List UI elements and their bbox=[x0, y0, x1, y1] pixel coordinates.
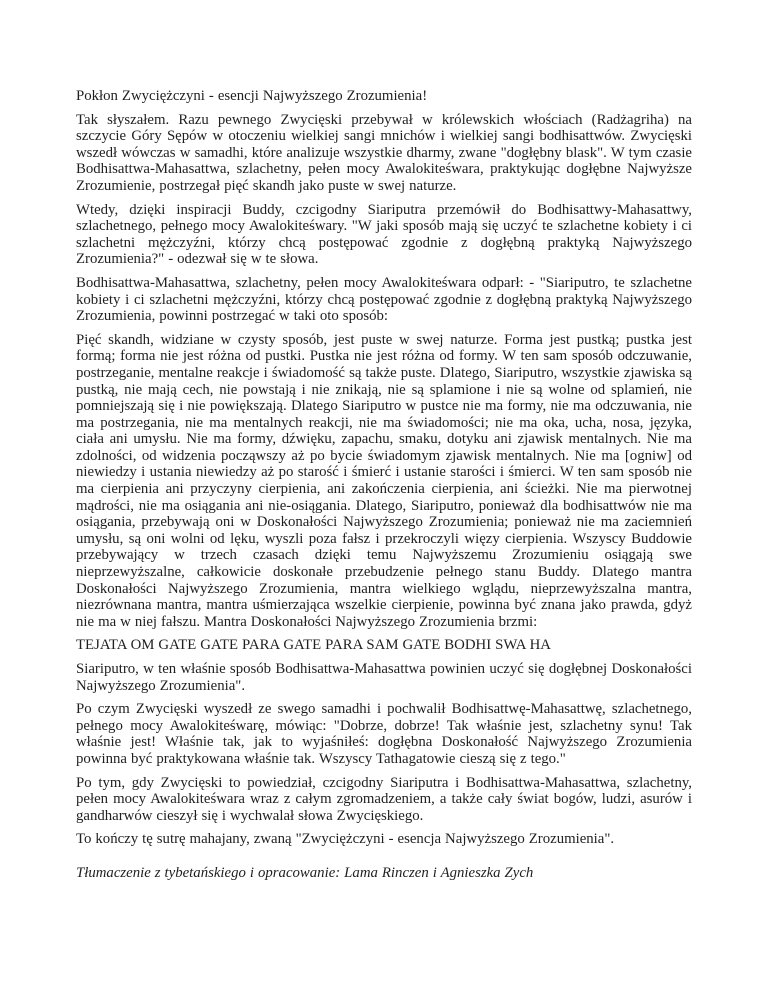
paragraph-buddha-approval: Po czym Zwycięski wyszedł ze swego samadhi i pochwalił Bodhisattwę-Mahasattwę, szlachetnego, pełnego mocy Awalokiteśwarę, mówiąc: "Dobrze, dobrze! Tak właśnie jest, szlachetny synu! Tak właśnie jest! Właśnie tak, jak to wyjaśniłeś: dogłębna Doskonałość Najwyższego Zrozumienia powinna być praktykowana właśnie tak. Wszyscy Tathagatowie cieszą się z tego." bbox=[76, 701, 692, 767]
translation-credit: Tłumaczenie z tybetańskiego i opracowanie: Lama Rinczen i Agnieszka Zych bbox=[76, 864, 534, 881]
paragraph-siariputra-question: Wtedy, dzięki inspiracji Buddy, czcigodny Siariputra przemówił do Bodhisattwy-Mahasattwy, szlachetnego, pełnego mocy Awalokiteśwary. "W jaki sposób mają się uczyć te szlachetne kobiety i ci szlachetni mężczyźni, którzy chcą postępować zgodnie z dogłębną praktyką Najwyższego Zrozumienia?" - odezwał się w te słowa. bbox=[76, 201, 692, 268]
paragraph-introduction: Tak słyszałem. Razu pewnego Zwycięski przebywał w królewskich włościach (Radżagriha) na szczycie Góry Sępów w otoczeniu wielkiej sangi mnichów i wielkiej sangi bodhisattwów. Zwycięski wszedł wówczas w samadhi, które analizuje wszystkie dharmy, zwane "dogłębny blask". W tym czasie Bodhisattwa-Mahasattwa, szlachetny, pełen mocy Awalokiteśwara, praktykując dogłębne Najwyższe Zrozumienie, postrzegał pięć skandh jako puste w swej naturze. bbox=[76, 111, 692, 194]
paragraph-five-skandhas-teaching: Pięć skandh, widziane w czysty sposób, jest puste w swej naturze. Forma jest pustką; pustka jest formą; forma nie jest różna od pustki. Pustka nie jest różna od formy. W ten sam sposób odczuwanie, postrzeganie, mentalne reakcje i świadomość są także puste. Dlatego, Siariputro, wszystkie zjawiska są pustką, nie mają cech, nie powstają i nie znikają, nie są splamione i nie są wolne od splamień, nie pomniejszają się i nie powiększają. Dlatego Siariputro w pustce nie ma formy, nie ma odczuwania, nie ma postrzegania, nie ma mentalnych reakcji, nie ma świadomości; nie ma oka, ucha, nosa, języka, ciała ani umysłu. Nie ma formy, dźwięku, zapachu, smaku, dotyku ani zjawisk mentalnych. Nie ma zdolności, od widzenia począwszy aż po bycie świadomym zjawisk mentalnych. Nie ma [ogniw] od niewiedzy i ustania niewiedzy aż po starość i śmierć i ustanie starości i śmierci. W ten sam sposób nie ma cierpienia ani przyczyny cierpienia, ani zakończenia cierpienia, ani ścieżki. Nie ma pierwotnej mądrości, nie ma osiągania ani nie-osiągania. Dlatego, Siariputro, ponieważ dla bodhisattwów nie ma osiągania, przebywają oni w Doskonałości Najwyższego Zrozumienia; ponieważ nie ma zaciemnień umysłu, są oni wolni od lęku, wyszli poza fałsz i przekroczyli więzy cierpienia. Wszyscy Buddowie przebywający w trzech czasach dzięki temu Najwyższemu Zrozumieniu osiągają swe nieprzewyższalne, całkowicie doskonałe przebudzenie pełnego stanu Buddy. Dlatego mantra Doskonałości Najwyższego Zrozumienia, mantra wielkiego wglądu, nieprzewyższalna mantra, niezrównana mantra, mantra uśmierzająca wszelkie cierpienie, powinna być znana jako prawda, gdyż nie ma w niej fałszu. Mantra Doskonałości Najwyższego Zrozumienia brzmi: bbox=[76, 331, 692, 630]
paragraph-closing: To kończy tę sutrę mahajany, zwaną "Zwyciężczyni - esencja Najwyższego Zrozumienia". bbox=[76, 831, 615, 848]
paragraph-rejoicing: Po tym, gdy Zwycięski to powiedział, czcigodny Siariputra i Bodhisattwa-Mahasattwa, szlachetny, pełen mocy Awalokiteśwara wraz z całym zgromadzeniem, a także cały świat bogów, ludzi, asurów i gandharwów cieszył się i wychwalał słowa Zwycięskiego. bbox=[76, 774, 692, 824]
paragraph-awalokiteswara-reply: Bodhisattwa-Mahasattwa, szlachetny, pełen mocy Awalokiteśwara odparł: - "Siariputro, te szlachetne kobiety i ci szlachetni mężczyźni, którzy chcą postępować zgodnie z dogłębną praktyką Najwyższego Zrozumienia, powinni postrzegać w taki oto sposób: bbox=[76, 274, 692, 325]
document-title: Pokłon Zwyciężczyni - esencji Najwyższego Zrozumienia! bbox=[76, 88, 428, 104]
paragraph-instruction: Siariputro, w ten właśnie sposób Bodhisattwa-Mahasattwa powinien uczyć się dogłębnej Doskonałości Najwyższego Zrozumienia". bbox=[76, 661, 692, 694]
mantra-line: TEJATA OM GATE GATE PARA GATE PARA SAM GATE BODHI SWA HA bbox=[76, 637, 551, 654]
